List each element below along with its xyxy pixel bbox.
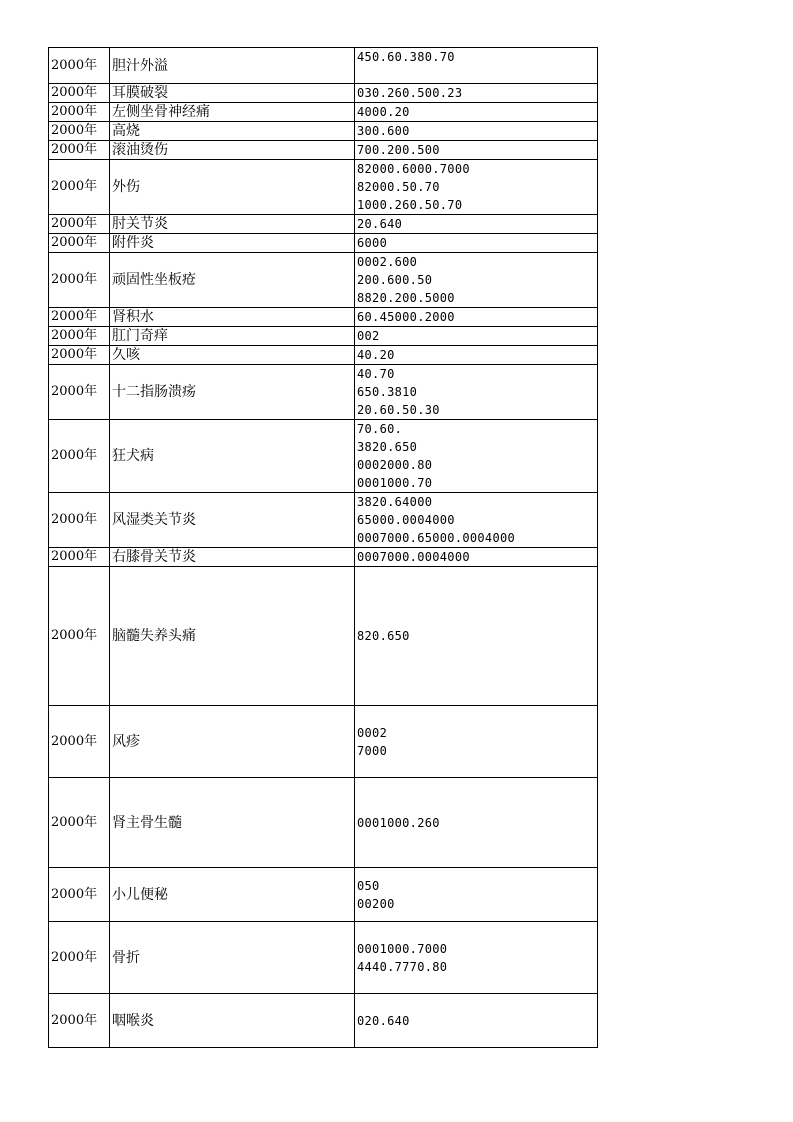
code-line: 300.600 [357,124,410,138]
code-cell [355,922,598,994]
year-cell: 2000年 [49,548,110,567]
code-line: 0001000.260 [357,815,440,830]
code-line: 4440.7770.80 [357,959,448,974]
year-cell: 2000年 [49,253,110,308]
condition-cell: 小儿便秘 [110,868,355,922]
code-cell [355,215,598,234]
condition-cell: 肘关节炎 [110,215,355,234]
code-line: 1000.260.50.70 [357,198,463,212]
year-cell: 2000年 [49,346,110,365]
table-row [49,706,598,778]
code-line: 65000.0004000 [357,513,455,527]
year-cell: 2000年 [49,234,110,253]
code-cell [355,778,598,868]
condition-cell: 肾主骨生髓 [110,778,355,868]
code-cell [355,994,598,1048]
table-row [49,160,598,215]
condition-cell: 咽喉炎 [110,994,355,1048]
code-line: 82000.50.70 [357,180,440,194]
year-cell: 2000年 [49,420,110,493]
table-row [49,141,598,160]
code-line: 6000 [357,236,388,250]
code-line: 020.640 [357,1013,410,1028]
code-cell [355,253,598,308]
table-row [49,420,598,493]
table-row [49,922,598,994]
table-row [49,234,598,253]
year-cell: 2000年 [49,160,110,215]
condition-cell: 风疹 [110,706,355,778]
code-cell [355,548,598,567]
code-line: 002 [357,329,380,343]
code-line: 820.650 [357,629,410,643]
code-line: 3820.650 [357,440,418,454]
condition-cell: 胆汁外溢 [110,48,355,84]
condition-cell: 骨折 [110,922,355,994]
year-cell: 2000年 [49,922,110,994]
code-line: 0002.600 [357,255,418,269]
year-cell: 2000年 [49,778,110,868]
code-line: 0001000.7000 [357,941,448,956]
code-cell [355,868,598,922]
code-line: 0001000.70 [357,476,433,490]
condition-cell: 高烧 [110,122,355,141]
code-cell [355,706,598,778]
code-line: 030.260.500.23 [357,86,463,100]
condition-cell: 耳膜破裂 [110,84,355,103]
code-cell [355,234,598,253]
year-cell: 2000年 [49,141,110,160]
code-line: 050 [357,878,380,893]
code-cell [355,48,598,84]
condition-cell: 附件炎 [110,234,355,253]
year-cell: 2000年 [49,365,110,420]
table-row [49,48,598,84]
condition-cell: 右膝骨关节炎 [110,548,355,567]
condition-cell: 顽固性坐板疮 [110,253,355,308]
code-line: 82000.6000.7000 [357,162,470,176]
code-cell [355,103,598,122]
table-row [49,868,598,922]
condition-cell: 左侧坐骨神经痛 [110,103,355,122]
code-line: 0002 [357,725,388,740]
code-cell [355,365,598,420]
year-cell: 2000年 [49,327,110,346]
code-line: 0002000.80 [357,458,433,472]
code-line: 650.3810 [357,385,418,399]
table-row [49,103,598,122]
remedy-table [48,47,598,1048]
year-cell: 2000年 [49,215,110,234]
table-row [49,327,598,346]
year-cell: 2000年 [49,84,110,103]
condition-cell: 肛门奇痒 [110,327,355,346]
code-line: 0007000.65000.0004000 [357,531,516,545]
code-line: 4000.20 [357,105,410,119]
code-line: 00200 [357,896,395,911]
table-row [49,365,598,420]
table-row [49,778,598,868]
code-cell [355,420,598,493]
year-cell: 2000年 [49,493,110,548]
table-row [49,122,598,141]
code-line: 700.200.500 [357,143,440,157]
condition-cell: 十二指肠溃疡 [110,365,355,420]
year-cell: 2000年 [49,103,110,122]
condition-cell: 久咳 [110,346,355,365]
code-cell [355,346,598,365]
code-line: 8820.200.5000 [357,291,455,305]
table-row [49,84,598,103]
table-row [49,308,598,327]
year-cell: 2000年 [49,994,110,1048]
table-row [49,253,598,308]
table-body [49,48,598,1048]
condition-cell: 外伤 [110,160,355,215]
condition-cell: 脑髓失养头痛 [110,567,355,706]
code-line: 3820.64000 [357,495,433,509]
code-cell [355,84,598,103]
year-cell: 2000年 [49,122,110,141]
condition-cell: 滚油烫伤 [110,141,355,160]
table-row [49,548,598,567]
code-line: 20.640 [357,217,403,231]
table-row [49,215,598,234]
year-cell: 2000年 [49,48,110,84]
code-cell [355,327,598,346]
condition-cell: 肾积水 [110,308,355,327]
year-cell: 2000年 [49,706,110,778]
code-cell [355,122,598,141]
table-row [49,493,598,548]
condition-cell: 狂犬病 [110,420,355,493]
code-line: 60.45000.2000 [357,310,455,324]
code-cell [355,308,598,327]
table-row [49,346,598,365]
code-cell [355,567,598,706]
table-row [49,567,598,706]
condition-cell: 风湿类关节炎 [110,493,355,548]
code-line: 20.60.50.30 [357,403,440,417]
year-cell: 2000年 [49,308,110,327]
year-cell: 2000年 [49,868,110,922]
year-cell: 2000年 [49,567,110,706]
code-line: 40.70 [357,367,395,381]
code-cell [355,160,598,215]
code-line: 0007000.0004000 [357,550,470,564]
code-line: 40.20 [357,348,395,362]
code-line: 7000 [357,743,388,758]
code-line: 70.60. [357,422,403,436]
table-row [49,994,598,1048]
code-line: 450.60.380.70 [357,50,455,64]
code-cell [355,493,598,548]
code-line: 200.600.50 [357,273,433,287]
code-cell [355,141,598,160]
